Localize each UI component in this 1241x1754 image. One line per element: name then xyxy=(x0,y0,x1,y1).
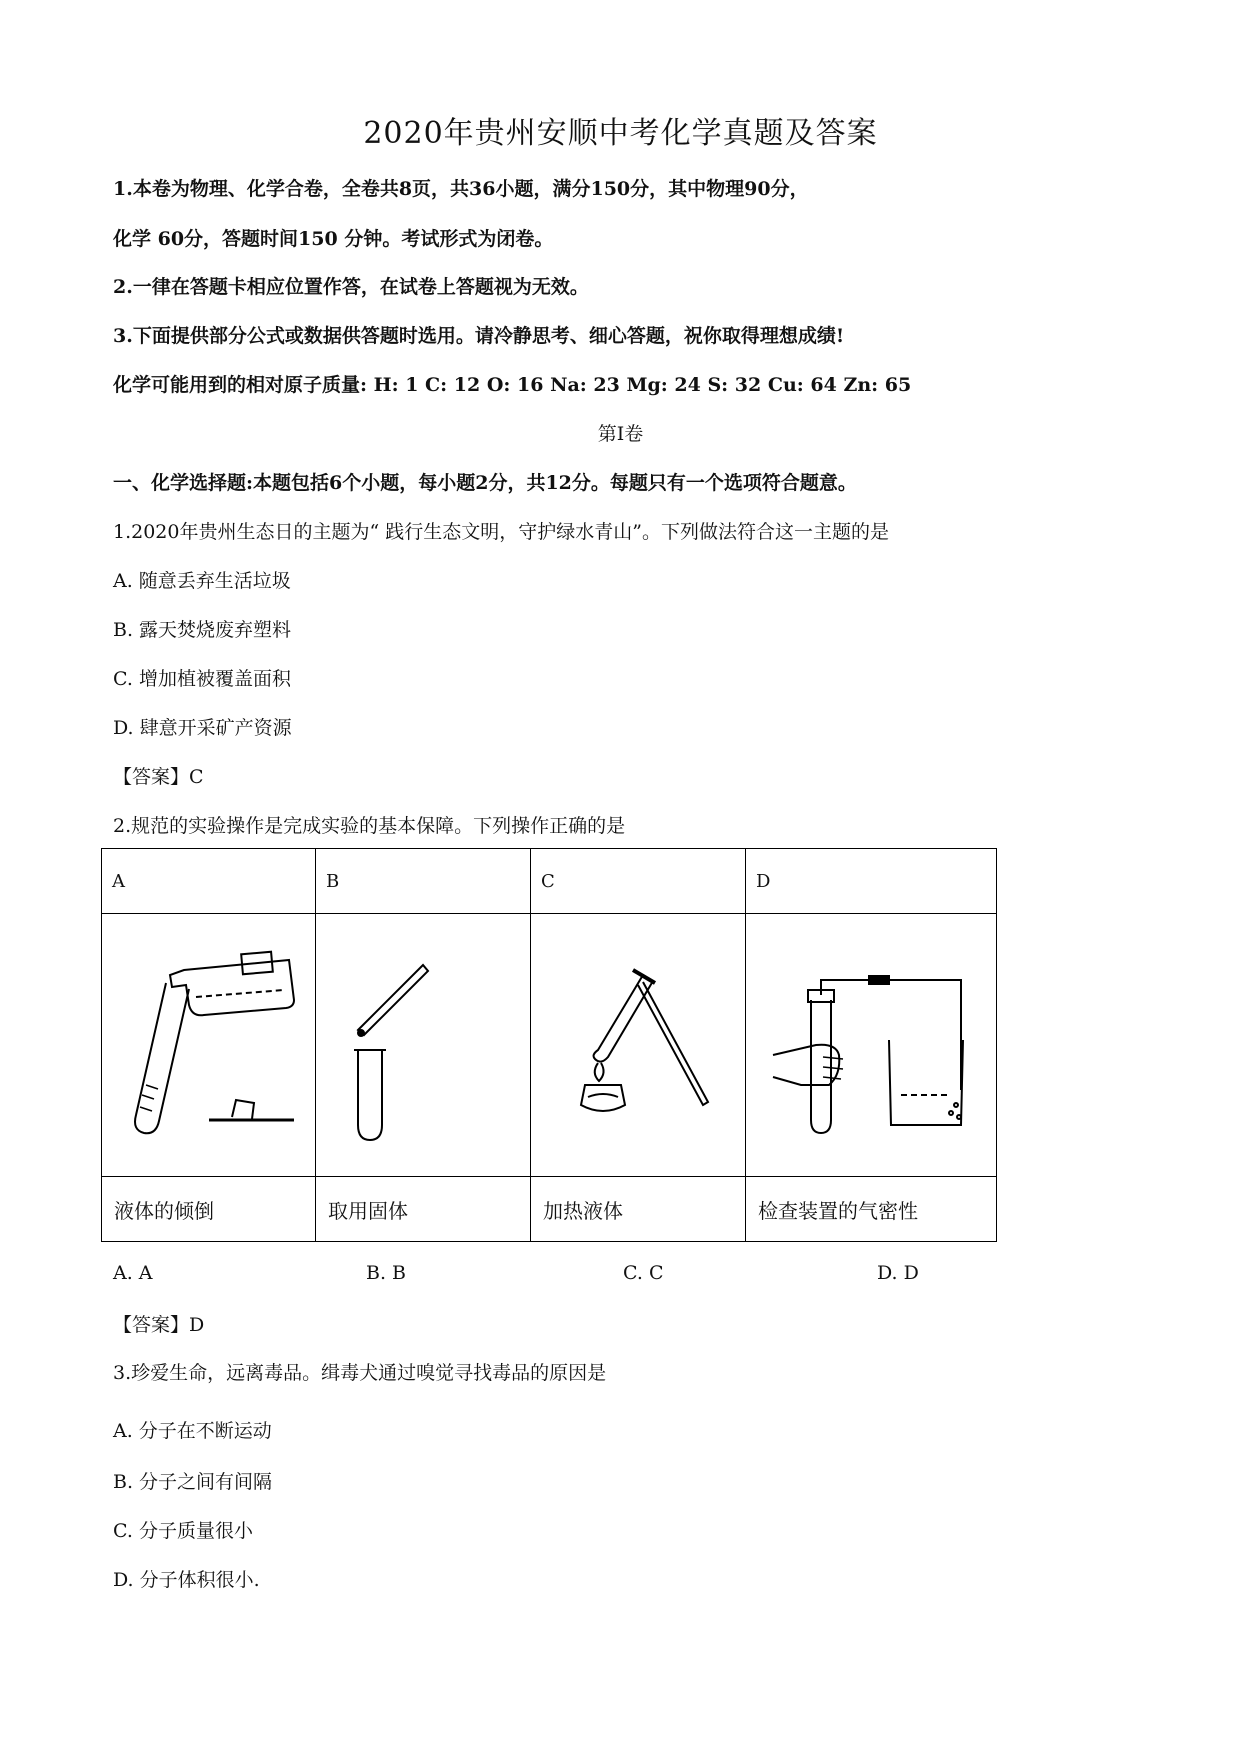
section-heading: 一、化学选择题:本题包括6个小题，每小题2分，共12分。每题只有一个选项符合题意。 xyxy=(113,472,857,494)
q2-caption-b: 取用固体 xyxy=(316,1177,531,1242)
q1-stem: 1.2020年贵州生态日的主题为“ 践行生态文明，守护绿水青山”。下列做法符合这一主题的是 xyxy=(113,521,889,543)
q3-option-c: C. 分子质量很小 xyxy=(113,1520,253,1542)
q2-option-b: B. B xyxy=(366,1262,407,1284)
airtightness-check-illustration xyxy=(746,914,997,1177)
q2-caption-d: 检查装置的气密性 xyxy=(746,1177,997,1242)
q3-option-a: A. 分子在不断运动 xyxy=(113,1420,272,1442)
q2-header-b: B xyxy=(316,849,531,914)
q1-option-b: B. 露天焚烧废弃塑料 xyxy=(113,619,292,641)
take-solid-illustration xyxy=(316,914,531,1177)
q1-option-a: A. 随意丢弃生活垃圾 xyxy=(113,570,291,592)
pour-liquid-illustration xyxy=(102,914,316,1177)
page-title: 2020年贵州安顺中考化学真题及答案 xyxy=(363,116,878,151)
q2-header-a: A xyxy=(102,849,316,914)
q2-option-a: A. A xyxy=(113,1262,153,1284)
q2-option-c: C. C xyxy=(623,1262,664,1284)
q3-option-d: D. 分子体积很小. xyxy=(113,1569,260,1591)
note-2: 化学 60分，答题时间150 分钟。考试形式为闭卷。 xyxy=(113,228,554,250)
q2-caption-c: 加热液体 xyxy=(531,1177,746,1242)
volume-heading: 第Ⅰ卷 xyxy=(597,423,644,445)
q2-answer: 【答案】D xyxy=(113,1314,205,1336)
q1-option-d: D. 肆意开采矿产资源 xyxy=(113,717,292,739)
pour-liquid-drawing xyxy=(114,945,304,1145)
note-4: 3.下面提供部分公式或数据供答题时选用。请冷静思考、细心答题，祝你取得理想成绩! xyxy=(113,325,845,347)
take-solid-drawing xyxy=(328,945,518,1145)
q2-option-d: D. D xyxy=(877,1262,919,1284)
q2-stem: 2.规范的实验操作是完成实验的基本保障。下列操作正确的是 xyxy=(113,815,626,837)
q2-caption-a: 液体的倾倒 xyxy=(102,1177,316,1242)
airtightness-check-drawing xyxy=(761,945,981,1145)
q2-header-c: C xyxy=(531,849,746,914)
q1-option-c: C. 增加植被覆盖面积 xyxy=(113,668,291,690)
heat-liquid-illustration xyxy=(531,914,746,1177)
atomic-mass-note: 化学可能用到的相对原子质量: H: 1 C: 12 O: 16 Na: 23 Mg: 24 S: 32 Cu: 64 Zn: 65 xyxy=(113,374,912,396)
heat-liquid-drawing xyxy=(543,945,733,1145)
q2-header-d: D xyxy=(746,849,997,914)
note-1: 1.本卷为物理、化学合卷，全卷共8页，共36小题，满分150分，其中物理90分， xyxy=(113,178,809,200)
note-3: 2.一律在答题卡相应位置作答，在试卷上答题视为无效。 xyxy=(113,276,589,298)
q3-stem: 3.珍爱生命，远离毒品。缉毒犬通过嗅觉寻找毒品的原因是 xyxy=(113,1362,607,1384)
q2-operations-table xyxy=(101,848,997,1242)
q3-option-b: B. 分子之间有间隔 xyxy=(113,1471,273,1493)
q1-answer: 【答案】C xyxy=(113,766,204,788)
